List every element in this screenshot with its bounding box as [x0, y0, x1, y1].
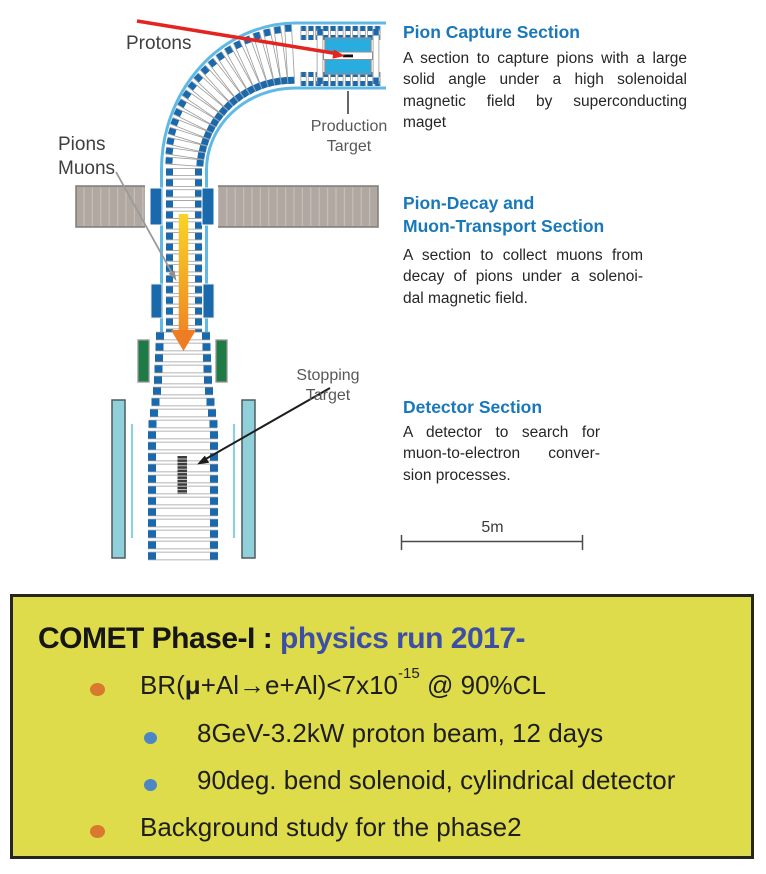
- bullet-branching-ratio: $BR(\mu+Al\to e+Al)<7x10^{-15}$ @ 90%CL: [140, 664, 546, 700]
- section-body-pion-capture: A section to capture pions with a large solid angle under a high solenoidal magnetic field by superconducting maget: [403, 50, 687, 132]
- section-title-muon-transport: Pion-Decay and Muon-Transport Section: [403, 193, 605, 236]
- protons-label: Protons: [126, 33, 192, 54]
- phase1-summary-panel: [10, 594, 754, 859]
- bullet-background-study: Background study for the phase2: [140, 812, 522, 842]
- scale-bar-label: 5m: [481, 519, 504, 536]
- pions-label: Pions: [58, 134, 106, 155]
- stopping-target-label: Stopping Target: [296, 367, 360, 404]
- section-title-detector: Detector Section: [403, 397, 543, 417]
- section-body-detector: A detector to search for muon-to-electron conver- sion processes.: [403, 424, 600, 484]
- section-body-muon-transport: A section to collect muons from decay of pions under a solenoi- dal magnetic field.: [403, 247, 643, 307]
- bullet-proton-beam: 8GeV-3.2kW proton beam, 12 days: [197, 718, 604, 748]
- production-target-label: Production Target: [310, 118, 388, 155]
- panel-title: [38, 622, 525, 656]
- sub-bullet-icon: [144, 732, 157, 744]
- sub-bullet-icon: [144, 779, 157, 791]
- panel-title-blue: physics run 2017-: [280, 622, 525, 655]
- section-title-pion-capture: Pion Capture Section: [403, 22, 580, 42]
- bullet-icon: [90, 825, 105, 838]
- bullet-icon: [90, 683, 105, 696]
- muons-label: Muons: [58, 158, 116, 179]
- panel-title-black: COMET Phase-I :: [38, 622, 281, 655]
- bullet-bend-solenoid: 90deg. bend solenoid, cylindrical detector: [197, 765, 676, 795]
